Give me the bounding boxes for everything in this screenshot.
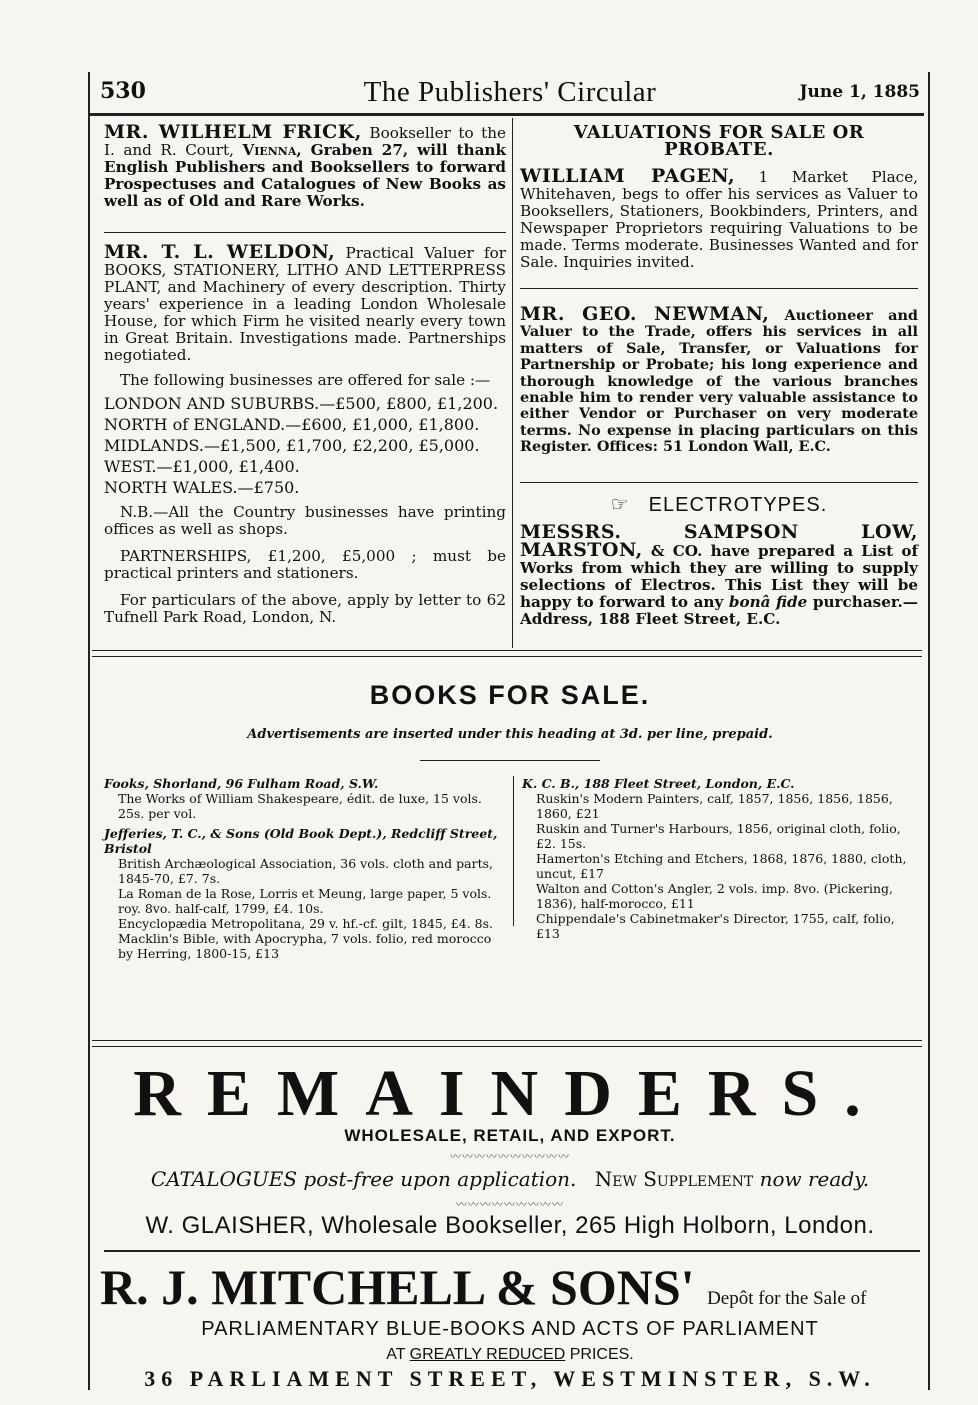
- pagen-lead: WILLIAM PAGEN,: [520, 165, 736, 187]
- books-right: [522, 776, 918, 941]
- section-rule: [92, 1046, 922, 1047]
- books-left: [104, 776, 506, 961]
- newman-body: Auctioneer and Valuer to the Trade, offers his services in all matters of Sale, Transfer, or Valuations for Partnership or Probate; his long experience and thorough knowledge of the various branches enable him to render very valuable assistance to either Vendor or Purchaser on very moderate terms. No expense in placing particulars on this Register. Offices: 51 London Wall, E.C.: [520, 307, 918, 456]
- remainders-heading: REMAINDERS.: [133, 1057, 887, 1130]
- page-header: [100, 76, 920, 112]
- electrotypes-ad: [520, 492, 918, 628]
- short-rule: [420, 760, 600, 761]
- seller-name: K. C. B., 188 Fleet Street, London, E.C.: [522, 776, 795, 791]
- book-listing: British Archæological Association, 36 vols. cloth and parts, 1845-70, £7. 7s.: [118, 856, 493, 886]
- pagen-ad: [520, 124, 918, 271]
- books-divider: [513, 776, 514, 926]
- publication-title: The Publishers' Circular: [363, 76, 657, 108]
- mitchell-name: R. J. MITCHELL & SONS': [100, 1259, 695, 1315]
- electrotypes-body: & CO. have prepared a List of Works from which they are willing to supply selections of Electros. This List they will be happy to forward to any: [520, 542, 918, 611]
- electrotypes-heading: ELECTROTYPES.: [648, 494, 828, 516]
- glaisher-line: W. GLAISHER, Wholesale Bookseller, 265 High Holborn, London.: [145, 1212, 875, 1239]
- now-ready: now ready.: [759, 1167, 870, 1191]
- electrotypes-bona: bonâ fide: [728, 593, 808, 611]
- prices-underlined: GREATLY REDUCED: [409, 1346, 566, 1363]
- pagen-heading: VALUATIONS FOR SALE OR PROBATE.: [573, 122, 865, 160]
- weldon-particulars: For particulars of the above, apply by letter to 62 Tufnell Park Road, London, N.: [104, 591, 506, 626]
- new-supplement: New Supplement: [594, 1167, 754, 1191]
- book-listing: La Roman de la Rose, Lorris et Meung, large paper, 5 vols. roy. 8vo. half-calf, 1799, £4. 10s.: [118, 886, 492, 916]
- parliamentary-line: PARLIAMENTARY BLUE-BOOKS AND ACTS OF PARLIAMENT: [201, 1318, 819, 1340]
- section-rule: [92, 650, 922, 651]
- newman-rule: [520, 482, 918, 483]
- book-listing: The Works of William Shakespeare, édit. de luxe, 15 vols. 25s. per vol.: [118, 791, 482, 821]
- catalogues-line: [100, 1167, 920, 1191]
- mitchell-address: 36 PARLIAMENT STREET, WESTMINSTER, S.W.: [144, 1366, 876, 1391]
- electrotypes-tail: purchaser.—Address, 188 Fleet Street, E.C.: [520, 593, 918, 628]
- newman-ad: [520, 303, 918, 456]
- pointing-hand-icon: ☞: [610, 492, 629, 516]
- header-rule: [90, 113, 924, 116]
- weldon-lead: MR. T. L. WELDON,: [104, 241, 336, 263]
- seller-name: Jefferies, T. C., & Sons (Old Book Dept.), Redcliff Street, Bristol: [104, 826, 498, 856]
- reduced-prices-line: [100, 1346, 920, 1364]
- business-item: NORTH WALES.—£750.: [104, 478, 300, 497]
- remainders-subheading: WHOLESALE, RETAIL, AND EXPORT.: [344, 1126, 676, 1145]
- business-item: LONDON AND SUBURBS.—£500, £800, £1,200.: [104, 394, 499, 413]
- book-listing: Encyclopædia Metropolitana, 29 v. hf.-cf. gilt, 1845, £4. 8s.: [118, 916, 493, 931]
- business-list: [104, 393, 506, 498]
- frick-lead: MR. WILHELM FRICK,: [104, 121, 362, 143]
- newman-lead: MR. GEO. NEWMAN,: [520, 303, 770, 325]
- frick-rule: [104, 232, 506, 233]
- ornament-squiggle: 〰〰〰〰〰〰〰〰〰〰: [450, 1150, 570, 1163]
- books-for-sale-subheading: Advertisements are inserted under this heading at 3d. per line, prepaid.: [247, 727, 773, 742]
- weldon-nb: N.B.—All the Country businesses have printing offices as well as shops.: [104, 503, 506, 538]
- frick-tail: , Graben 27, will thank English Publishers and Booksellers to forward Prospectuses and Catalogues of New Books as well as of Old and Rare Works.: [104, 141, 506, 210]
- weldon-partnerships: PARTNERSHIPS, £1,200, £5,000 ; must be practical printers and stationers.: [104, 547, 506, 582]
- frick-rest: Bookseller to the I. and R. Court,: [104, 124, 507, 159]
- section-rule: [92, 1040, 922, 1041]
- business-item: WEST.—£1,000, £1,400.: [104, 457, 300, 476]
- weldon-body: Practical Valuer for BOOKS, STATIONERY, LITHO AND LETTERPRESS PLANT, and Machinery of every description. Thirty years' experience in a leading London Wholesale House, for which Firm he visited nearly every town in Great Britain. Investigations made. Partnerships negotiated.: [104, 244, 506, 364]
- issue-date: June 1, 1885: [799, 82, 920, 102]
- book-listing: Ruskin's Modern Painters, calf, 1857, 1856, 1856, 1856, 1860, £21: [536, 791, 893, 821]
- page-number: 530: [100, 78, 146, 104]
- electrotypes-heading-row: [520, 492, 918, 516]
- pagen-rule: [520, 288, 918, 289]
- books-for-sale-heading: BOOKS FOR SALE.: [369, 680, 651, 710]
- column-divider: [512, 118, 513, 648]
- electrotypes-lead: MESSRS. SAMPSON LOW, MARSTON,: [520, 521, 918, 561]
- mitchell-depot: Depôt for the Sale of: [707, 1288, 867, 1309]
- prices-post: PRICES.: [565, 1346, 634, 1363]
- catalogues-text: CATALOGUES post-free upon application.: [150, 1167, 577, 1191]
- frick-ad: [104, 121, 507, 210]
- book-listing: Chippendale's Cabinetmaker's Director, 1755, calf, folio, £13: [536, 911, 895, 941]
- business-item: NORTH of ENGLAND.—£600, £1,000, £1,800.: [104, 415, 480, 434]
- business-item: MIDLANDS.—£1,500, £1,700, £2,200, £5,000.: [104, 436, 480, 455]
- seller-name: Fooks, Shorland, 96 Fulham Road, S.W.: [104, 776, 379, 791]
- book-listing: Macklin's Bible, with Apocrypha, 7 vols. folio, red morocco by Herring, 1800-15, £13: [118, 931, 492, 961]
- glaisher-rule: [104, 1250, 920, 1252]
- book-listing: Ruskin and Turner's Harbours, 1856, original cloth, folio, £2. 15s.: [536, 821, 901, 851]
- book-listing: Hamerton's Etching and Etchers, 1868, 1876, 1880, cloth, uncut, £17: [536, 851, 907, 881]
- ornament-squiggle: 〰〰〰〰〰〰〰〰〰: [456, 1198, 564, 1211]
- weldon-ad: [104, 241, 506, 626]
- weldon-offered: The following businesses are offered for sale :—: [120, 371, 491, 389]
- book-listing: Walton and Cotton's Angler, 2 vols. imp. 8vo. (Pickering, 1836), half-morocco, £11: [536, 881, 894, 911]
- frick-city: Vienna: [242, 141, 297, 159]
- section-rule: [92, 656, 922, 657]
- prices-pre: AT: [386, 1346, 410, 1363]
- pagen-body: 1 Market Place, Whitehaven, begs to offer his services as Valuer to Booksellers, Stationers, Bookbinders, Printers, and Newspaper Proprietors requiring Valuations to be made. Terms moderate. Businesses Wanted and for Sale. Inquiries invited.: [520, 168, 919, 271]
